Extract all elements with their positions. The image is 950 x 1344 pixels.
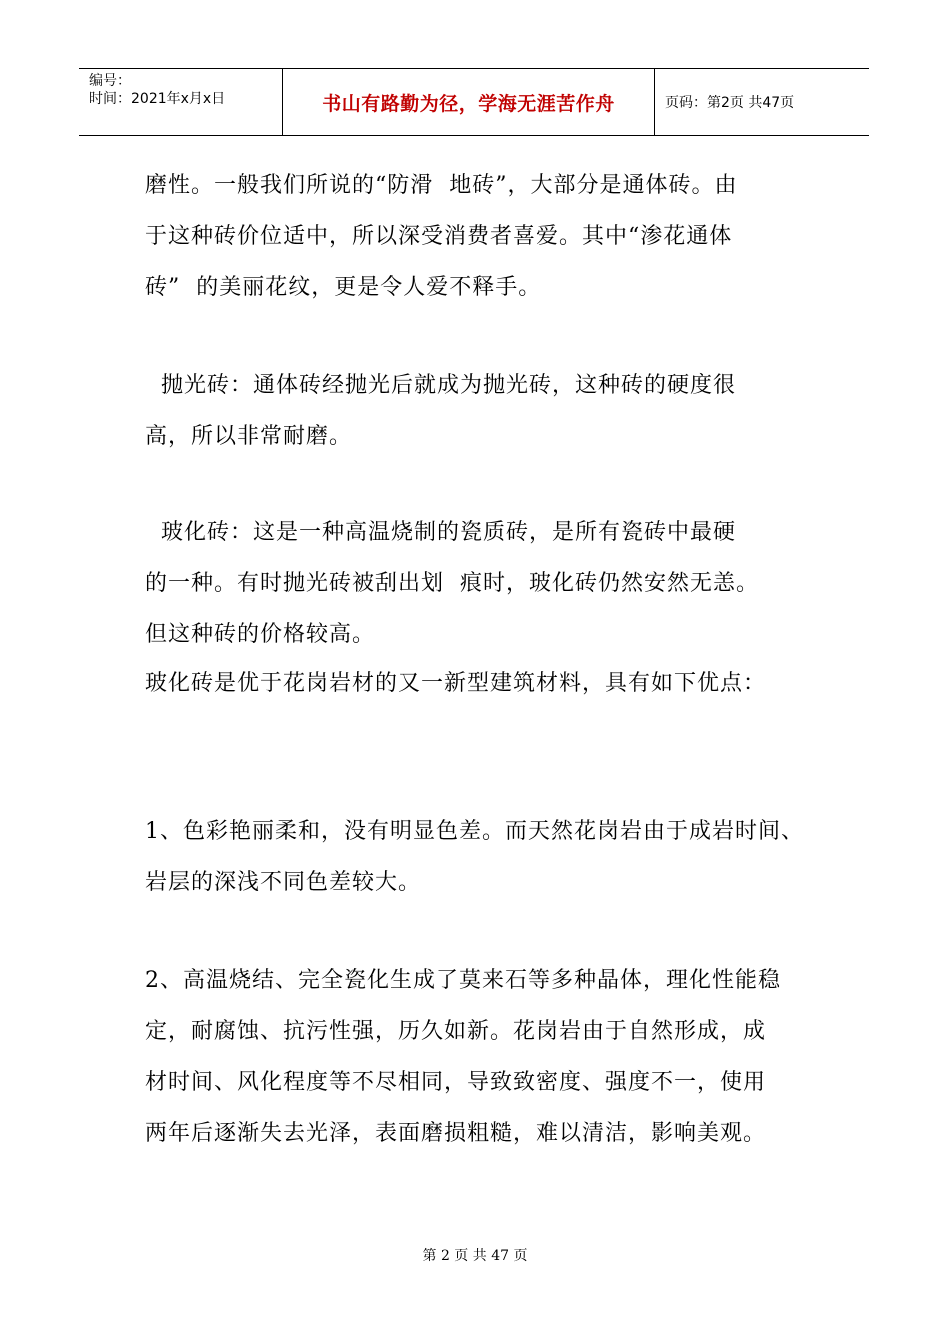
header-page-cell xyxy=(655,69,869,135)
serial-label: 编号： xyxy=(89,73,131,89)
body-line: 岩层的深浅不同色差较大。 xyxy=(145,870,422,895)
body-line: 材时间、风化程度等不尽相同，导致致密度、强度不一，使用 xyxy=(145,1070,767,1095)
header-meta-cell xyxy=(79,69,283,135)
body-line: 于这种砖价位适中，所以深受消费者喜爱。其中“渗花通体 xyxy=(145,224,733,249)
header-motto-cell xyxy=(283,69,655,135)
body-line: 高，所以非常耐磨。 xyxy=(145,424,353,449)
body-line: 的一种。有时抛光砖被刮出划 痕时，玻化砖仍然安然无恙。 xyxy=(145,571,759,596)
motto-text: 书山有路勤为径，学海无涯苦作舟 xyxy=(322,92,615,115)
body-line: 2、高温烧结、完全瓷化生成了莫来石等多种晶体，理化性能稳 xyxy=(145,968,781,993)
body-line: 两年后逐渐失去光泽，表面磨损粗糙，难以清洁，影响美观。 xyxy=(145,1121,767,1146)
time-label: 时间：2021年x月x日 xyxy=(89,91,226,107)
body-line: 玻化砖是优于花岗岩材的又一新型建筑材料，具有如下优点： xyxy=(145,671,767,696)
body-line: 1、色彩艳丽柔和，没有明显色差。而天然花岗岩由于成岩时间、 xyxy=(145,819,804,844)
body-line: 但这种砖的价格较高。 xyxy=(145,622,376,647)
body-line: 玻化砖：这是一种高温烧制的瓷质砖，是所有瓷砖中最硬 xyxy=(145,520,737,545)
body-line: 抛光砖：通体砖经抛光后就成为抛光砖，这种砖的硬度很 xyxy=(145,373,737,398)
page-footer: 第 2 页 共 47 页 xyxy=(422,1248,528,1264)
body-line: 砖” 的美丽花纹，更是令人爱不释手。 xyxy=(145,275,542,300)
body-line: 定，耐腐蚀、抗污性强，历久如新。花岗岩由于自然形成，成 xyxy=(145,1019,767,1044)
page-info: 页码：第2页 共47页 xyxy=(665,95,795,111)
document-header xyxy=(79,68,869,136)
body-line: 磨性。一般我们所说的“防滑 地砖”，大部分是通体砖。由 xyxy=(145,173,738,198)
